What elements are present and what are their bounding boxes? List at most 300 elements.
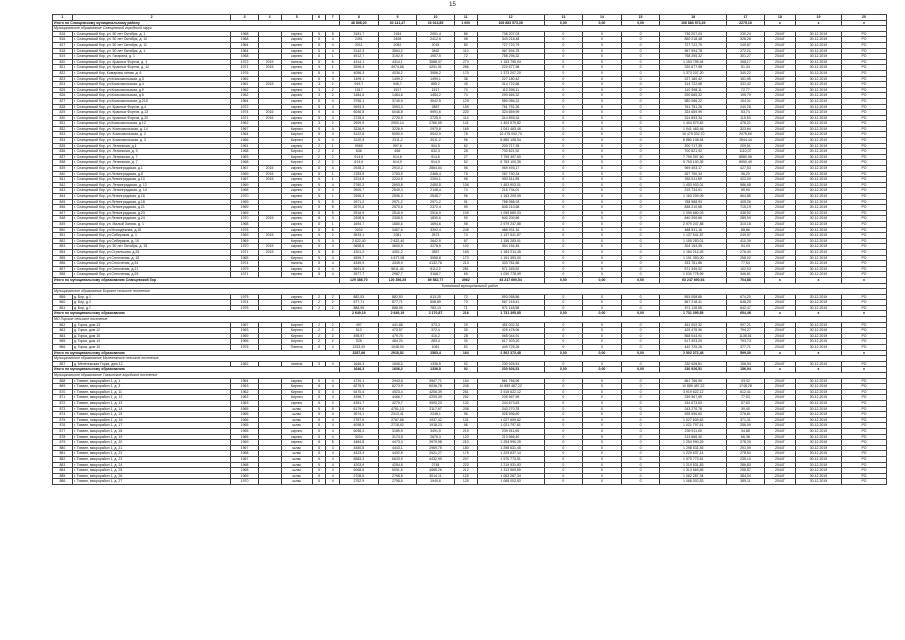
fund-cost: 0 [544,445,583,451]
budget-cost: 0 [583,216,622,222]
regional-fund-cost: 1 068 002,53 [660,479,727,485]
unit-cost: 405,26 [727,199,765,205]
max-unit-cost: 2044Г [764,468,795,474]
regional-fund-cost: 788 988,93 [660,199,727,205]
total-cost: 1 021 797,61 [477,423,544,429]
completion-date: 30.12.2019 [796,445,842,451]
fund-cost: 0 [544,205,583,211]
floors: 5 [312,182,326,188]
total-area: 498,97 [340,333,379,339]
budget-cost: 0 [583,138,622,144]
total-cell-col-20: x [841,350,886,356]
floors: 5 [312,244,326,250]
entrances: 4 [326,423,340,429]
repair-method: РО [841,138,886,144]
living-area: 3594,2 [378,48,417,54]
budget-cost: 0 [583,400,622,406]
entrances: 4 [326,110,340,116]
repair-method: РО [841,272,886,278]
total-cell-col-10: 23 013,85 [417,20,455,26]
entrances: 5 [326,210,340,216]
address: г. Тихвин, микрорайон 1, д. 15 [72,412,231,418]
total-cost: 333 781,86 [477,261,544,267]
build-year: 1966 [231,417,258,423]
entrances: 4 [326,238,340,244]
floors: 5 [312,205,326,211]
repair-method: РО [841,328,886,334]
total-area: 2224,5 [340,177,379,183]
budget-cost: 0 [583,412,622,418]
repair-method: РО [841,322,886,328]
repair-method: РО [841,154,886,160]
build-year: 1971 [231,115,258,121]
fund-cost: 0 [544,294,583,300]
fund-cost: 0 [544,417,583,423]
unit-cost: 642,47 [727,305,765,311]
unit-cost: 8950,49 [727,160,765,166]
row-number: 883 [53,462,73,468]
total-cost: 967 594,78 [477,48,544,54]
living-area: 2516,9 [378,210,417,216]
entrances: 4 [326,395,340,401]
repair-method: РО [841,115,886,121]
regional-fund-cost: 727 722,79 [660,42,727,48]
repair-method: РО [841,333,886,339]
residents: 98 [454,37,477,43]
total-area: 2928,2 [340,166,379,172]
living-area: 484,24 [378,339,417,345]
apartment-area: 3278,5 [417,244,455,250]
row-number: 878 [53,434,73,440]
fund-cost: 0 [544,166,583,172]
max-unit-cost: 2044Г [764,412,795,418]
max-unit-cost: 2044Г [764,255,795,261]
budget-cost: 0 [583,110,622,116]
floors: 2 [312,328,326,334]
row-number: 868 [53,378,73,384]
total-cost: 314 722,68 [477,82,544,88]
completion-date: 30.12.2019 [796,227,842,233]
floors: 5 [312,166,326,172]
total-area: 2708,5 [340,473,379,479]
address: г. Сланцевский бор, ул.Комсомольская, д.12 [72,121,231,127]
completion-date: 30.12.2019 [796,412,842,418]
max-unit-cost: 2044Г [764,93,795,99]
apartment-area: 4206,39 [417,389,455,395]
max-unit-cost: 2044Г [764,249,795,255]
unit-cost: 1110,07 [727,149,765,155]
fund-cost: 0 [544,143,583,149]
floors: 2 [312,322,326,328]
budget-cost: 0 [583,205,622,211]
wall-material: кирпич [281,31,312,37]
floors: 5 [312,434,326,440]
unit-cost: 154,31 [727,98,765,104]
floors: 5 [312,423,326,429]
owners-cost: 0 [621,160,660,166]
unit-cost: 715,19 [727,205,765,211]
apartment-area: 2748 [417,462,455,468]
repair-method: РО [841,210,886,216]
completion-date: 30.12.2019 [796,462,842,468]
fund-cost: 0 [544,221,583,227]
fund-cost: 0 [544,59,583,65]
completion-date: 30.12.2019 [796,188,842,194]
completion-date: 30.12.2019 [796,199,842,205]
floors: 5 [312,473,326,479]
owners-cost: 0 [621,400,660,406]
owners-cost: 0 [621,233,660,239]
budget-cost: 0 [583,121,622,127]
entrances: 5 [326,406,340,412]
unit-cost: 422,09 [727,177,765,183]
floors: 5 [312,440,326,446]
address: г. Сланцевский бор, ул. Малый Заняск, д. 1 [72,221,231,227]
repair-method: РО [841,440,886,446]
regional-fund-cost: 451 002,32 [660,322,727,328]
address: г. Сланцевский бор, ул.Комсомольская, д.6 [72,93,231,99]
address: г. Тихвин, микрорайон 1, д. 12 [72,395,231,401]
entrances: 4 [326,345,340,351]
fund-cost: 0 [544,333,583,339]
address: г. Tихвин, микрорайон 1, д. 16 [72,417,231,423]
living-area: 441,68 [378,322,417,328]
living-area: 945,7 [378,82,417,88]
entrances: 2 [326,305,340,311]
owners-cost: 0 [621,384,660,390]
total-cost: 213 666,40 [477,434,544,440]
row-number: 873 [53,406,73,412]
living-area: 5611,44 [378,266,417,272]
budget-cost: 0 [583,378,622,384]
build-year: 1962 [231,87,258,93]
completion-date: 30.12.2019 [796,249,842,255]
residents: 74 [454,93,477,99]
max-unit-cost: 2044Г [764,361,795,367]
unit-cost: 907,21 [727,322,765,328]
floors: 5 [312,199,326,205]
max-unit-cost: 2044Г [764,48,795,54]
completion-date: 30.12.2019 [796,37,842,43]
row-number: 863 [53,328,73,334]
build-year: 1966 [231,339,258,345]
living-area: 4492,5 [378,451,417,457]
owners-cost: 0 [621,59,660,65]
residents: 86 [454,31,477,37]
living-area: 4279,7 [378,400,417,406]
column-number-9: 9 [378,15,417,21]
completion-date: 30.12.2019 [796,143,842,149]
row-number: 882 [53,456,73,462]
build-year: 1970 [231,194,258,200]
residents: 213 [454,261,477,267]
living-area: 4923,4 [378,389,417,395]
total-area: 2760,3 [340,182,379,188]
address: г. Сланцевский бор, ул.Ленинградская, д.23 [72,210,231,216]
total-cell-col-13: 0,00 [544,350,583,356]
owners-cost: 0 [621,261,660,267]
total-area: 3756,1 [340,98,379,104]
total-cell-col-19: x [796,20,842,26]
max-unit-cost: 2044Г [764,54,795,60]
regional-fund-cost: 567 218,41 [660,300,727,306]
residents: 52 [454,345,477,351]
wall-material: Кирпич [281,126,312,132]
regional-fund-cost: 425 478,96 [660,328,727,334]
budget-cost: 0 [583,31,622,37]
wall-material: кирпич [281,70,312,76]
unit-cost: 256,09 [727,423,765,429]
build-year: 1968 [231,37,258,43]
build-year: 1970 [231,244,258,250]
address: г. Сланцевский бор, ул.Ленинградская, д.8 [72,171,231,177]
total-cell-col-13: 0,00 [544,311,583,317]
regional-fund-cost: 736 207,03 [660,31,727,37]
total-cell-col-20: x [841,311,886,317]
owners-cost: 0 [621,182,660,188]
unit-cost: 646,25 [727,300,765,306]
build-year: 1967 [231,445,258,451]
build-year: 1962 [231,395,258,401]
column-number-19: 19 [796,15,842,21]
address: г. Сланцевский бор, ул.Стрельская, д.26 [72,249,231,255]
owners-cost: 0 [621,428,660,434]
row-number: 862 [53,322,73,328]
row-number: 834 [53,138,73,144]
total-cell-col-8: 1646,3 [340,367,379,373]
apartment-area: 3491,5 [417,428,455,434]
max-unit-cost: 2044Г [764,210,795,216]
residents: 96 [454,166,477,172]
living-area: 2900,14 [378,121,417,127]
fund-cost: 0 [544,76,583,82]
budget-cost: 0 [583,42,622,48]
repair-year [258,479,281,485]
unit-cost: 72,77 [727,87,765,93]
total-area: 3204 [340,434,379,440]
column-number-17: 17 [727,15,765,21]
total-area: 888,95 [340,305,379,311]
column-number-4: 4 [258,15,281,21]
budget-cost: 0 [583,462,622,468]
wall-material: кирпич [281,82,312,88]
floors: 5 [312,462,326,468]
wall-material: кирпич [281,205,312,211]
repair-method: РО [841,65,886,71]
total-area: 6098,4 [340,428,379,434]
unit-cost: 195,79 [727,93,765,99]
apartment-area: 4209,39 [417,395,455,401]
build-year: 1969 [231,210,258,216]
fund-cost: 0 [544,462,583,468]
fund-cost: 0 [544,48,583,54]
unit-cost: 235,10 [727,456,765,462]
residents: 62 [454,143,477,149]
max-unit-cost: 2044Г [764,300,795,306]
apartment-area: 2766,99 [417,121,455,127]
residents: 99 [454,205,477,211]
repair-method: РО [841,462,886,468]
floors: 9 [312,65,326,71]
living-area: 473,57 [378,328,417,334]
address: г. Тихвин, микрорайон 1, д. 13 [72,400,231,406]
regional-fund-cost: 758 295,32 [660,54,727,60]
completion-date: 30.12.2019 [796,468,842,474]
regional-fund-cost: 10 889 487,22 [660,384,727,390]
apartment-area: 2969,75 [417,445,455,451]
fund-cost: 0 [544,54,583,60]
total-cell-col-14: 0,00 [583,277,622,283]
row-number: 874 [53,412,73,418]
repair-method: РО [841,126,886,132]
wall-material: панель [281,59,312,65]
row-number: 854 [53,249,73,255]
row-number: 849 [53,221,73,227]
fund-cost: 0 [544,272,583,278]
unit-cost: 310,18 [727,221,765,227]
apartment-area: 2921,27 [417,451,455,457]
total-cost: 200 717,35 [477,143,544,149]
total-cost: 1 153 795,94 [477,59,544,65]
entrances: 4 [326,456,340,462]
entrances: 1 [326,171,340,177]
living-area: 4974,68 [378,65,417,71]
budget-cost: 0 [583,199,622,205]
apartment-area: 904,5 [417,143,455,149]
completion-date: 30.12.2019 [796,395,842,401]
living-area: 2308,5 [378,216,417,222]
living-area: 614,9 [378,160,417,166]
completion-date: 30.12.2019 [796,322,842,328]
apartment-area: 416,2 [417,333,455,339]
owners-cost: 0 [621,110,660,116]
repair-method: РО [841,361,886,367]
address: д. Бор, д.1 [72,294,231,300]
total-cell-col-12: 1 731 395,85 [477,311,544,317]
row-number: 884 [53,468,73,474]
build-year: 1969 [231,171,258,177]
living-area: 2224,5 [378,177,417,183]
entrances: 6 [326,59,340,65]
wall-material: кирпич [281,42,312,48]
total-cost: 425 478,96 [477,328,544,334]
total-label: Итого по муниципальному образованию [53,311,340,317]
living-area: 877,71 [378,300,417,306]
budget-cost: 0 [583,238,622,244]
living-area: 3745,9 [378,98,417,104]
apartment-area: 5112,2 [417,266,455,272]
build-year: 1974 [231,110,258,116]
entrances: 4 [326,451,340,457]
section-heading: Муниципальное образование Борское сельское поселение [53,289,887,295]
apartment-area: 2971,2 [417,199,455,205]
fund-cost: 0 [544,171,583,177]
total-area: 2570,6 [340,205,379,211]
repair-method: РО [841,199,886,205]
max-unit-cost: 2044Г [764,417,795,423]
max-unit-cost: 2044Г [764,384,795,390]
build-year: 1969 [231,440,258,446]
repair-method: РО [841,261,886,267]
budget-cost: 0 [583,126,622,132]
total-cost: 727 722,79 [477,42,544,48]
build-year: 1976 [231,70,258,76]
total-cell-col-18: x [764,311,795,317]
apartment-area: 2548,7 [417,194,455,200]
address: г. Сланцевский бор, ул.Ленинградская, д.1 [72,166,231,172]
fund-cost: 0 [544,93,583,99]
regional-fund-cost: 1 453 903,01 [660,182,727,188]
owners-cost: 0 [621,445,660,451]
build-year: 1968 [231,462,258,468]
max-unit-cost: 2044Г [764,233,795,239]
column-number-18: 18 [764,15,795,21]
floors: 2 [312,339,326,345]
repair-year: 2015 [258,115,281,121]
regional-fund-cost: 3 919 622,12 [660,389,727,395]
living-area: 2311,2 [378,138,417,144]
completion-date: 30.12.2019 [796,121,842,127]
build-year: 1968 [231,31,258,37]
regional-fund-cost: 640 200,66 [660,216,727,222]
apartment-area: 914,6 [417,154,455,160]
entrances: 5 [326,199,340,205]
wall-material: шлак [281,445,312,451]
owners-cost: 0 [621,227,660,233]
max-unit-cost: 2044Г [764,479,795,485]
budget-cost: 0 [583,93,622,99]
address: г. Тихвин, микрорайон 1, д. 24 [72,462,231,468]
repair-method: РО [841,132,886,138]
wall-material: кирпич [281,188,312,194]
fund-cost: 0 [544,378,583,384]
completion-date: 30.12.2019 [796,182,842,188]
residents: 286 [454,65,477,71]
max-unit-cost: 2044Г [764,333,795,339]
regional-fund-cost: 440 725,26 [660,345,727,351]
total-cost: 227 180,42 [477,76,544,82]
build-year: 1964 [231,378,258,384]
budget-cost: 0 [583,294,622,300]
unit-cost: 276,81 [727,412,765,418]
wall-material: шлак [281,423,312,429]
build-year: 1962 [231,361,258,367]
column-number-2: 2 [72,15,231,21]
entrances: 3 [326,76,340,82]
build-year: 1967 [231,126,258,132]
row-number: 822 [53,70,73,76]
fund-cost: 0 [544,473,583,479]
max-unit-cost: 2044Г [764,143,795,149]
floors: 5 [312,456,326,462]
wall-material: кирпич [281,305,312,311]
apartment-area: 2864,64 [417,166,455,172]
address: д. Мелегежская Горка, дом 12 [72,361,231,367]
row-number: 825 [53,87,73,93]
regional-fund-cost: 1 153 795,94 [660,59,727,65]
apartment-area: 3958,8 [417,255,455,261]
owners-cost: 0 [621,345,660,351]
repair-method: РО [841,182,886,188]
wall-material: Кирпич [281,333,312,339]
total-cost: 110 398,11 [477,87,544,93]
wall-material: кирпич [281,199,312,205]
max-unit-cost: 2044Г [764,138,795,144]
max-unit-cost: 2044Г [764,423,795,429]
max-unit-cost: 2044Г [764,406,795,412]
total-cost: 267 790,34 [477,171,544,177]
entrances: 2 [326,93,340,99]
